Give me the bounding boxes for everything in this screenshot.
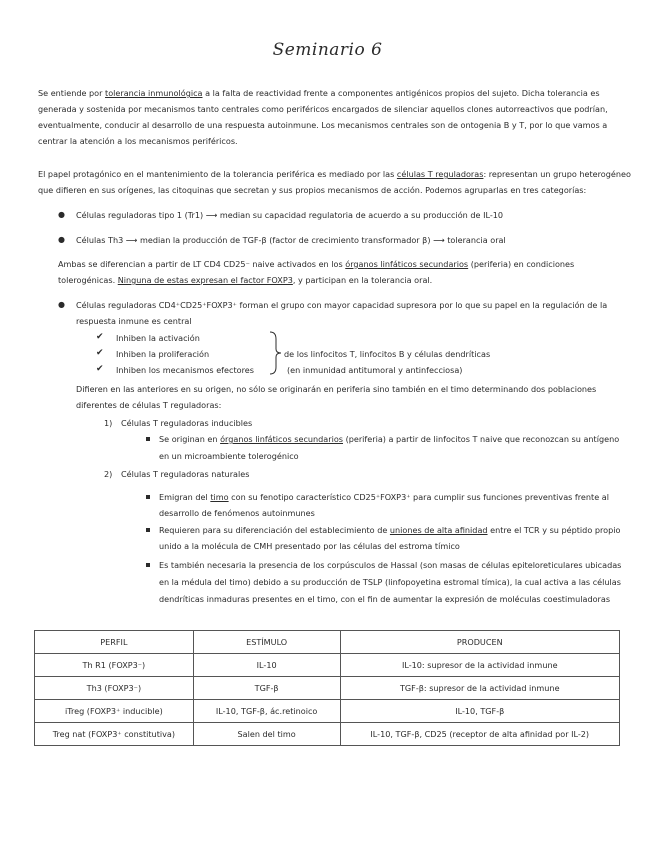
check-item-2: Inhiben la proliferación [116,349,210,359]
p1-line-2: generada y sostenida por mecanismos tanto centrales como periféricos encargados de silenciar aquellos clones autorreactivos que podrían, [38,104,608,114]
brace-text-line-1: de los linfocitos T, linfocitos B y células dendríticas [284,349,491,359]
check-icon: ✔ [96,332,104,342]
term-tolerancia: tolerancia inmunológica [105,88,203,98]
profile-table [34,630,620,746]
table-header: ESTÍMULO [193,631,340,654]
table-cell: Th3 (FOXP3⁻) [35,677,194,700]
p1-line-3: eventualmente, conducir al desarrollo de una respuesta autoinmune. Los mecanismos centrales son de ontogenia B y T, por lo que vamos a [38,120,608,130]
table-cell: IL-10, TGF-β, CD25 (receptor de alta afinidad por IL-2) [340,723,619,746]
table-header: PERFIL [35,631,194,654]
table-cell: Treg nat (FOXP3⁺ constitutiva) [35,723,194,746]
p1-line-4: centrar la atención a los mecanismos periféricos. [38,136,238,146]
square-bullet [146,563,150,567]
check-item-3: Inhiben los mecanismos efectores [116,365,254,375]
n1-item-line-2: en un microambiente tolerogénico [159,451,299,461]
p3-line-1: Ambas se diferencian a partir de LT CD4 CD25⁻ naive activados en los órganos linfáticos secundarios (periferia) en condiciones [58,259,575,269]
bullet-tr1: Células reguladoras tipo 1 (Tr1) ⟶ median su capacidad regulatoria de acuerdo a su producción de IL-10 [76,210,504,220]
table-cell: TGF-β: supresor de la actividad inmune [340,677,619,700]
num-2: 2) [104,469,113,479]
term-timo: timo [210,492,229,502]
p2-line-2: que difieren en sus orígenes, las citoquinas que secretan y sus propios mecanismos de acción. Podemos agruparlas en tres categorías: [38,185,587,195]
table-cell: IL-10 [193,654,340,677]
n2-item3-line-3: dendríticas inmaduras presentes en el timo, con el fin de aumentar la expresión de moléculas coestimuladoras [159,594,611,604]
square-bullet [146,437,150,441]
p4-line-1: Difieren en las anteriores en su origen, no sólo se originarán en periferia sino también en el timo determinando dos poblaciones [76,384,597,394]
bullet-dot: ● [58,210,65,219]
num-2-label: Células T reguladoras naturales [121,469,250,479]
term-uniones: uniones de alta afinidad [389,525,488,535]
table-cell: Salen del timo [193,723,340,746]
table-cell: IL-10, TGF-β [340,700,619,723]
n2-item1-line-2: desarrollo de fenómenos autoinmunes [159,508,315,518]
table-row [35,654,620,677]
num-1: 1) [104,418,113,428]
num-1-label: Células T reguladoras inducibles [121,418,253,428]
n2-item3-line-2: en la médula del timo) debido a su producción de TSLP (linfopoyetina estromal tímica), la cual activa a las células [159,577,621,587]
page-title: Seminario 6 [272,40,383,60]
square-bullet [146,495,150,499]
table-cell: Th R1 (FOXP3⁻) [35,654,194,677]
table-header-row [35,631,620,654]
bullet-dot: ● [58,235,65,244]
table-cell: IL-10, TGF-β, ác.retinoico [193,700,340,723]
table-row [35,723,620,746]
check-icon: ✔ [96,348,104,358]
n2-item3-line-1: Es también necesaria la presencia de los corpúsculos de Hassal (son masas de células epiteloreticulares ubicadas [159,560,622,570]
p3-line-2: tolerogénicas. Ninguna de estas expresan el factor FOXP3, y participan en la tolerancia oral. [58,275,433,285]
term-organos-2: órganos linfáticos secundarios [220,434,343,444]
p4-line-2: diferentes de células T reguladoras: [76,400,222,410]
bullet-dot: ● [58,300,65,309]
bullet-cd4-line-1: Células reguladoras CD4⁺CD25⁺FOXP3⁺ forman el grupo con mayor capacidad supresora por lo que su papel en la regulación de la [76,300,608,310]
square-bullet [146,528,150,532]
bullet-cd4-line-2: respuesta inmune es central [76,316,192,326]
table-cell: iTreg (FOXP3⁺ inducible) [35,700,194,723]
table-header: PRODUCEN [340,631,619,654]
check-icon: ✔ [96,364,104,374]
table-row [35,677,620,700]
p1-line-1: Se entiende por tolerancia inmunológica a la falta de reactividad frente a componentes antigénicos propios del sujeto. Dicha tolerancia es [38,88,600,98]
p2-line-1: El papel protagónico en el mantenimiento de la tolerancia periférica es mediado por las células T reguladoras: representan un grupo heterogéneo [38,169,631,179]
term-organos: órganos linfáticos secundarios [345,259,469,269]
brace-icon [268,331,282,375]
check-item-1: Inhiben la activación [116,333,200,343]
n2-item2-line-1: Requieren para su diferenciación del establecimiento de uniones de alta afinidad entre el TCR y su péptido propio [159,525,621,535]
brace-text-line-2: (en inmunidad antitumoral y antinfecciosa) [287,365,463,375]
bullet-th3: Células Th3 ⟶ median la producción de TGF-β (factor de crecimiento transformador β) ⟶ tolerancia oral [76,235,506,245]
n1-item-line-1: Se originan en órganos linfáticos secundarios (periferia) a partir de linfocitos T naive que reconozcan su antígeno [159,434,620,444]
table-row [35,700,620,723]
table-cell: TGF-β [193,677,340,700]
n2-item1-line-1: Emigran del timo con su fenotipo característico CD25⁺FOXP3⁺ para cumplir sus funciones preventivas frente al [159,492,609,502]
term-treg: células T reguladoras [396,169,484,179]
n2-item2-line-2: unido a la molécula de CMH presentado por las células del estroma tímico [159,541,460,551]
table-cell: IL-10: supresor de la actividad inmune [340,654,619,677]
term-foxp3: Ninguna de estas expresan el factor FOXP3 [117,275,293,285]
